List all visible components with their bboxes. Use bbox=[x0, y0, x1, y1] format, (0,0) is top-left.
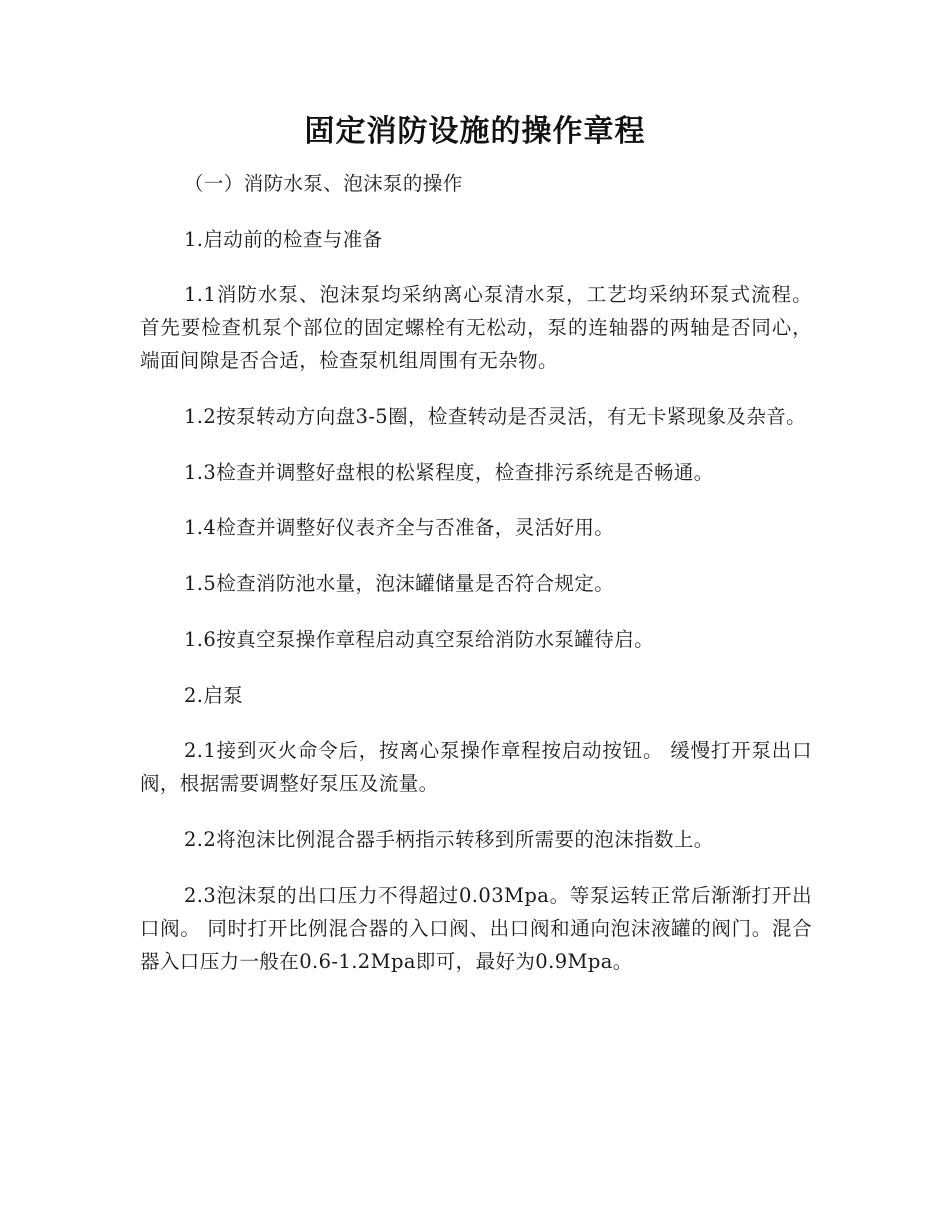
paragraph: 1.4检查并调整好仪表齐全与否准备，灵活好用。 bbox=[184, 516, 615, 540]
document-title: 固定消防设施的操作章程 bbox=[304, 114, 646, 149]
section-heading: （一）消防水泵、泡沫泵的操作 bbox=[184, 172, 463, 195]
paragraph: 2.2将泡沫比例混合器手柄指示转移到所需要的泡沫指数上。 bbox=[184, 827, 714, 851]
paragraph: 2.1接到灭火命令后，按离心泵操作章程按启动按钮。 缓慢打开泵出口阀，根据需要调整好泵压及流量。 bbox=[140, 739, 812, 796]
paragraph: 1.2按泵转动方向盘3-5圈，检查转动是否灵活，有无卡紧现象及杂音。 bbox=[184, 405, 807, 429]
paragraph: 1.5检查消防池水量，泡沫罐储量是否符合规定。 bbox=[184, 572, 615, 596]
document-body bbox=[140, 167, 812, 1000]
paragraph: 2.3泡沫泵的出口压力不得超过0.03Mpa。等泵运转正常后渐渐打开出口阀。 同时打开比例混合器的入口阀、出口阀和通向泡沫液罐的阀门。混合器入口压力一般在0.6-1.2Mpa即可，最好为0.9Mpa。 bbox=[140, 883, 812, 973]
subsection-heading: 1.启动前的检查与准备 bbox=[184, 227, 383, 251]
paragraph: 1.1消防水泵、泡沫泵均采纳离心泵清水泵，工艺均采纳环泵式流程。首先要检查机泵个部位的固定螺栓有无松动，泵的连轴器的两轴是否同心，端面间隙是否合适，检查泵机组周围有无杂物。 bbox=[140, 283, 812, 373]
paragraph: 1.3检查并调整好盘根的松紧程度，检查排污系统是否畅通。 bbox=[184, 460, 714, 484]
paragraph: 1.6按真空泵操作章程启动真空泵给消防水泵罐待启。 bbox=[184, 627, 655, 651]
subsection-heading: 2.启泵 bbox=[184, 683, 244, 707]
